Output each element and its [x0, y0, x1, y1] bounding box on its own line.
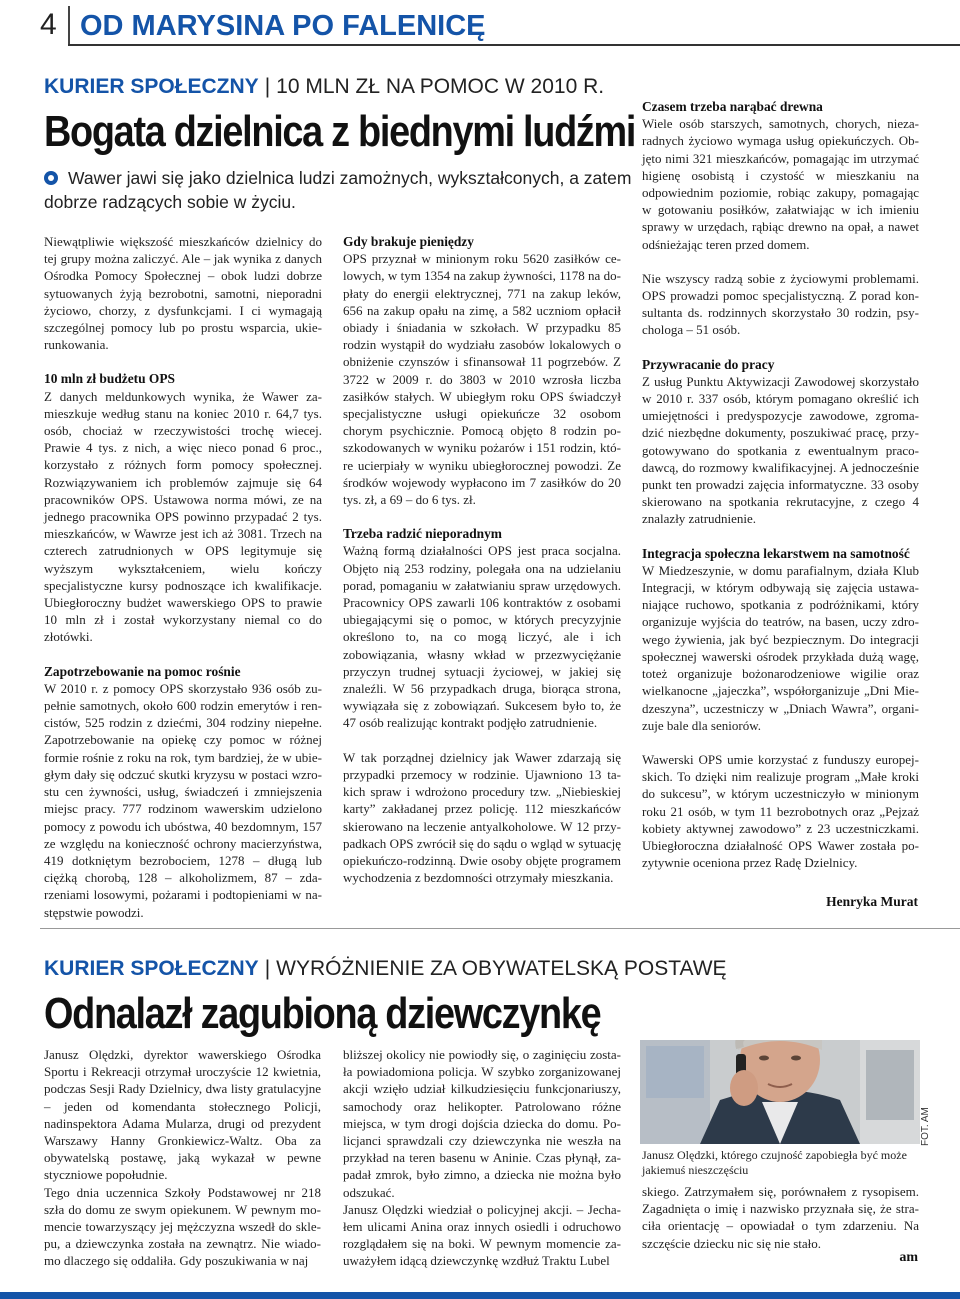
paragraph: Ważną formą działalności OPS jest praca socjalna. Objęto nią 253 rodziny, polegała ona na udzielaniu porad, pomaganiu w załatwianiu spraw urzędowych. Pracownicy OPS zawarli 106 kontraktów z osobami ubiegającymi się o pomoc, w których precyzyjnie określono to, na co mogą liczyć, ale i ich zobowiązania, własny wkład w przezwyciężanie przyczyn trudnej sytuacji życiowej, w jakiej się znaleźli. W 56 przypadkach druga, biorąca strona, wywiązała się z zobowiązań. Sukcesem było to, że 47 osób realizując kontrakt podjęło zatrudnienie.: [343, 543, 621, 731]
article1-column-2: [343, 233, 621, 886]
subheading: Gdy brakuje pieniędzy: [343, 234, 474, 249]
paragraph: skiego. Zatrzymałem się, porównałem z rysopisem. Zagadnięta o imię i nazwisko przyznała się, że straciła orientację – opowiadał o tym zdarzeniu. Na szczęście dziecku nic się nie stało.: [642, 1184, 919, 1251]
lead-text: Wawer jawi się jako dzielnica ludzi zamożnych, wykształconych, a zatem dobrze radzących sobie w życiu.: [44, 168, 632, 212]
header-separator: [68, 6, 70, 46]
paragraph: Wiele osób starszych, samotnych, chorych, niezaradnych życiowo wymaga usług opiekuńczych. Objęto nimi 321 mieszkańców, pomagając im utrzymać higienę osobistą i czystość w mieszkaniu na odpowiednim poziomie, robiąc zakupy, pomagając w gotowaniu posiłków, załatwiając w ich imieniu sprawy w urzędach, rąbiąc drewno na opał, a nawet odśnieżając teren przed domem.: [642, 116, 919, 252]
paragraph: W Miedzeszynie, w domu parafialnym, działa Klub Integracji, w którym odbywają się zajęcia ustawaniające ruchowo, spotkania z podróżnikami, który organizuje wyjścia do teatrów, na basen, uczy zdrowego żywienia, jak być bezpiecznym. Do integracji społecznej wawerski ośrodek przykłada dużą wagę, toteż organizuje bożonarodzeniowe wigilie oraz wielkanocne „jajeczka”, współorganizuje „Dni Miedzeszyna”, uczestniczy w „Dniach Wawra”, organizuje bale dla seniorów.: [642, 562, 919, 733]
kicker-topic: 10 MLN ZŁ NA POMOC W 2010 R.: [276, 75, 605, 98]
kicker-topic: WYRÓŻNIENIE ZA OBYWATELSKĄ POSTAWĘ: [276, 957, 727, 980]
kicker-separator: |: [264, 957, 271, 980]
subheading: Przywracanie do pracy: [642, 356, 775, 372]
section-title: OD MARYSINA PO FALENICĘ: [80, 10, 486, 42]
header-rule: [68, 44, 960, 46]
portrait-photo: [640, 1040, 920, 1144]
article2-author: am: [899, 1250, 918, 1265]
paragraph: Z danych meldunkowych wynika, że Wawer zamieszkuje według stanu na koniec 2010 r. 64,7 tys. osób, chociaż w rzeczywistości trochę wiecej. Prawie 4 tys. z nich, a więc nieco ponad 6 proc., korzystało z różnych form pomocy społecznej. Rozwiązywaniem ich problemów zajmuje się 64 pracowników OPS. Ustawowa norma mówi, ze na jednego pracownika OPS powinno przypadać 2 tys. mieszkańców, w Wawrze jest ich aż 3081. Trzech na czterech zatrudnionych w OPS legitymuje się wyższym wykształceniem, wielu kończy specjalistyczne kursy podnoszące ich kwalifikacje. Ubiegłoroczny budżet wawerskiego OPS to prawie 10 mln zł i został wykorzystany niemal co do złotówki.: [44, 388, 322, 645]
subheading: Trzeba radzić nieporadnym: [343, 526, 502, 542]
paragraph: W tak porządnej dzielnicy jak Wawer zdarzają się przypadki przemocy w rodzinie. Ujawniono 13 takich spraw i wdrożono procedury tzw. „Niebieskiej karty” zakładanej przez policję. 112 mieszkańców skierowano na leczenie antyalkoholowe. W 12 przypadkach OPS zwrócił się do sądu o wgląd w sytuację opiekuńczo-rodzinną. Dwie osoby objęte programem wychodzenia z bezdomności otrzymały mieszkania.: [343, 749, 621, 886]
kicker-separator: |: [264, 75, 271, 98]
article2-column-3: [642, 1183, 919, 1252]
article2-column-2: [343, 1046, 621, 1270]
paragraph: Janusz Olędzki, dyrektor wawerskiego Ośrodka Sportu i Rekreacji otrzymał uroczyście 12 kwietnia, podczas Sesji Rady Dzielnicy, dwa listy gratulacyjne – jeden od komendanta stołecznego Policji, nadinspektora Adama Mularza, drugi od prezydent Warszawy Hanny Gronkiewicz-Waltz. Oba za obywatelską postawę, jaką wykazał w pewne styczniowe popołudnie.: [44, 1047, 321, 1183]
article2-headline: Odnalazł zagubioną dziewczynkę: [44, 989, 601, 1038]
kicker-brand: KURIER SPOŁECZNY: [44, 75, 259, 98]
paragraph: Wawerski OPS umie korzystać z funduszy europejskich. To dzięki nim realizuje program „Małe kroki do sukcesu”, w którym uczestniczyło w minionym roku 21 osób, w tym 11 bezrobotnych oraz „Pejzaż kobiety aktywnej zawodowo” z 23 uczestniczkami. Ubiegłoroczna działalność OPS Wawer została pozytywnie oceniona przez Radę Dzielnicy.: [642, 751, 919, 871]
article1-kicker: [44, 74, 604, 100]
article2-column-1: [44, 1046, 321, 1270]
paragraph: Janusz Olędzki wiedział o policyjnej akcji. – Jechałem ulicami Anina oraz innych osiedli i odruchowo rozglądałem się na boki. W pewnym momencie zauważyłem idącą dziewczynkę wzdłuż Traktu Lubel: [343, 1201, 621, 1269]
photo-caption: Janusz Olędzki, którego czujność zapobiegła być może jakiemuś nieszczęściu: [642, 1148, 907, 1177]
paragraph: Tego dnia uczennica Szkoły Podstawowej nr 218 szła do domu ze swym opiekunem. W pewnym momencie towarzyszący jej mężczyzna wszedł do sklepu, a dziewczynka została na zewnątrz. Nie wiadomo dlaczego się oddaliła. Gdy poszukiwania w naj: [44, 1184, 321, 1269]
paragraph: Nie wszyscy radzą sobie z życiowymi problemami. OPS prowadzi pomoc specjalistyczną. Z porad konsultanta ds. rodzinnych skorzystało 30 rodzin, psychologa – 51 osób.: [642, 270, 919, 338]
subheading: Zapotrzebowanie na pomoc rośnie: [44, 663, 241, 679]
page-number: 4: [40, 8, 57, 41]
portrait-illustration: [640, 1040, 920, 1144]
subheading: Integracja społeczna lekarstwem na samotność: [642, 545, 910, 561]
kicker-brand: KURIER SPOŁECZNY: [44, 957, 259, 980]
paragraph: W 2010 r. z pomocy OPS skorzystało 936 osób zupełnie samotnych, około 600 rodzin emerytów i rencistów, 525 rodzin z dziećmi, 304 rodziny niepełne. Zapotrzebowanie na opiekę czy pomoc w różnej formie rośnie z roku na rok, tym bardziej, że w ubiegłym dały się odczuć skutki kryzysu w postaci wzrostu cen żywności, usług, świadczeń i zmniejszenia miejsc pracy. 777 rodzinom wawerskim udzielono pomocy z powodu ich ubóstwa, 40 bezdomnym, 157 ze względu na konieczność ochrony macierzyństwa, 419 dotkniętym bezrobociem, 1278 – długą lub ciężką chorobą, 128 – alkoholizmem, 87 – zdarzeniami losowymi, pożarami i podtopieniami w następstwie powodzi.: [44, 680, 322, 920]
footer-bar: [0, 1292, 960, 1299]
article-divider: [40, 928, 960, 929]
article1-headline: Bogata dzielnica z biednymi ludźmi: [44, 107, 636, 156]
paragraph: Niewątpliwie większość mieszkańców dzielnicy do tej grupy można zaliczyć. Ale – jak wynika z danych Ośrodka Pomocy Społecznej – obok ludzi dobrze sytuowanych żyją bezrobotni, samotni, nieporadni życiowo, chorzy, z dysfunkcjami. I ci wymagają szczególnej pomocy lub po prostu wsparcia, ukierunkowania.: [44, 234, 322, 353]
article1-author: Henryka Murat: [826, 894, 918, 909]
paragraph: bliższej okolicy nie powiodły się, o zaginięciu została powiadomiona policja. W szybko zorganizowanej akcji wzięło udział kilkudziesięciu funkcjonariuszy, samochody oraz helikopter. Patrolowano różne miejsca, w tym drogi dojścia dziecka do domu. Policjanci sprawdzali czy dziewczynka nie weszła na przykład na teren basenu w Aninie. Czas płynął, zapadał zmrok, było zimno, a dziecka nie można było odszukać.: [343, 1047, 621, 1200]
photo-credit: FOT. AM: [920, 1107, 931, 1146]
paragraph: Z usług Punktu Aktywizacji Zawodowej skorzystało w 2010 r. 337 osób, którym pomagano określić ich umiejętności i predyspozycje zawodowe, zgromadzić niezbędne dokumenty, poszukiwać pracę, przygotowywano do spotkania z ewentualnym pracodawcą, do rozmowy kwalifikacyjnej. A jednocześnie punkt ten prowadzi zajęcia informatyczne. 33 osoby skierowano na spotkania rekrutacyjne, z czego 4 znalazły zatrudnienie.: [642, 373, 919, 527]
article1-column-1: [44, 233, 322, 921]
subheading: 10 mln zł budżetu OPS: [44, 371, 175, 387]
subheading: Czasem trzeba narąbać drewna: [642, 99, 823, 114]
paragraph: OPS przyznał w minionym roku 5620 zasiłków celowych, w tym 1354 na zakup żywności, 1178 na dopłaty do energii elektrycznej, 771 na zakup leków, 656 na zakup opału na zimę, a 582 uczniom opłacił obiady i śniadania w szkołach. W przypadku 85 rodzin wystąpił do wydziału zasobów lokalowych o obniżenie czynszów i sfinansował 11 pogrzebów. Z 3722 w 2009 r. do 3803 w 2010 wzrosła liczba zasiłków stałych. W ubiegłym roku OPS świadczył specjalistyczne usługi opiekuńcze 32 osobom chorym psychicznie. Pomocą objęto 8 rodzin poszkodowanych w wyniku pożarów i 151 rodzin, które ucierpiały w wyniku ubiegłorocznej powodzi. Ze środków wojewody wypłacono im 7 zasiłków do 20 tys. zł, a 69 – do 6 tys. zł.: [343, 251, 621, 508]
article1-lead: [44, 166, 634, 214]
article2-kicker: [44, 956, 727, 982]
bullet-icon: [44, 171, 58, 185]
article1-column-3: [642, 98, 919, 871]
